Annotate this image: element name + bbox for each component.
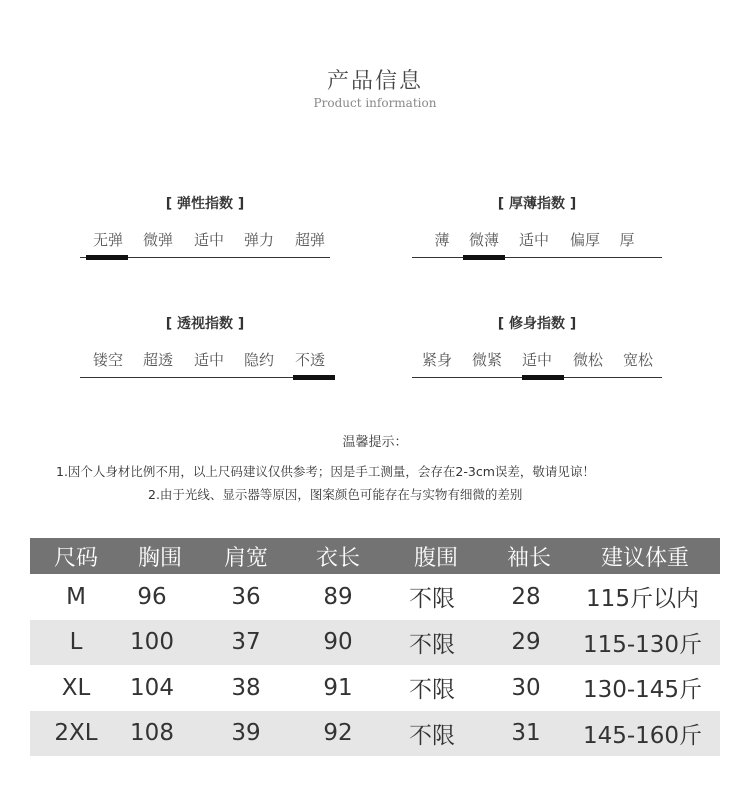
table-header-cell: 腹围: [413, 545, 458, 571]
table-cell: 2XL: [54, 720, 98, 747]
table-cell: 92: [323, 720, 353, 747]
index-option: 微薄: [468, 231, 499, 249]
table-cell: 36: [231, 583, 261, 610]
index-option: 适中: [193, 231, 224, 249]
index-option: 不透: [294, 351, 325, 369]
index-option: 厚: [619, 231, 635, 249]
table-header-cell: 胸围: [137, 545, 182, 571]
index-option: 弹力: [243, 231, 274, 249]
index-title: [ 弹性指数 ]: [165, 196, 245, 212]
index-option: 微弹: [142, 231, 173, 249]
table-row: [30, 574, 720, 620]
table-cell: 145-160斤: [582, 722, 703, 749]
table-cell: 96: [137, 583, 167, 610]
index-selected-marker: [86, 255, 128, 260]
table-row: [30, 620, 720, 666]
table-cell: 130-145斤: [582, 677, 703, 704]
index-option: 微松: [572, 351, 603, 369]
page-subtitle: Product information: [313, 96, 437, 110]
table-cell: 108: [130, 720, 174, 747]
table-header-cell: 肩宽: [223, 545, 268, 571]
index-option: 超弹: [294, 231, 325, 249]
table-header-cell: 尺码: [53, 545, 98, 571]
table-header-cell: 衣长: [315, 545, 360, 571]
index-option: 偏厚: [569, 231, 600, 249]
table-cell: 37: [231, 629, 261, 656]
index-option: 镂空: [92, 351, 123, 369]
table-cell: 29: [511, 629, 541, 656]
table-header-row: [30, 538, 720, 574]
index-selected-marker: [293, 375, 335, 380]
table-cell: 39: [231, 720, 261, 747]
table-cell: XL: [61, 674, 91, 701]
index-option: 适中: [521, 351, 552, 369]
index-title: [ 厚薄指数 ]: [497, 196, 577, 212]
table-cell: 31: [511, 720, 541, 747]
index-option: 超透: [142, 351, 173, 369]
table-cell: 不限: [409, 586, 455, 613]
table-cell: 115-130斤: [582, 631, 703, 658]
index-option: 微紧: [471, 351, 502, 369]
table-cell: 30: [511, 674, 541, 701]
table-cell: 不限: [409, 722, 455, 749]
index-option: 适中: [518, 231, 549, 249]
index-selected-marker: [522, 375, 564, 380]
index-option: 适中: [193, 351, 224, 369]
index-option: 无弹: [92, 231, 123, 249]
tip-line-2: 2.由于光线、显示器等原因，图案颜色可能存在与实物有细微的差别: [148, 487, 523, 502]
table-row: [30, 665, 720, 711]
index-option: 隐约: [243, 351, 274, 369]
table-cell: 100: [130, 629, 174, 656]
table-cell: 104: [130, 674, 174, 701]
tips-title: 温馨提示：: [342, 435, 408, 450]
index-title: [ 修身指数 ]: [497, 316, 577, 332]
table-header-cell: 建议体重: [600, 545, 689, 571]
table-cell: 91: [323, 674, 353, 701]
index-option: 薄: [434, 231, 450, 249]
size-table: [30, 538, 720, 756]
index-scale-line: [412, 257, 662, 258]
tip-line-1: 1.因个人身材比例不用，以上尺码建议仅供参考；因是手工测量，会存在2-3cm误差，敬请见谅！: [56, 464, 595, 479]
index-title: [ 透视指数 ]: [165, 316, 245, 332]
table-cell: 115斤以内: [586, 586, 699, 613]
table-cell: L: [69, 629, 83, 656]
table-row: [30, 711, 720, 757]
table-header-cell: 袖长: [506, 545, 551, 571]
table-cell: 28: [511, 583, 541, 610]
table-cell: 38: [231, 674, 261, 701]
index-option: 宽松: [622, 351, 653, 369]
table-cell: 不限: [409, 677, 455, 704]
table-cell: 90: [323, 629, 353, 656]
index-selected-marker: [463, 255, 505, 260]
table-cell: 89: [323, 583, 353, 610]
table-cell: M: [66, 583, 86, 610]
index-option: 紧身: [421, 351, 452, 369]
page-title: 产品信息: [326, 69, 423, 94]
table-cell: 不限: [409, 631, 455, 658]
